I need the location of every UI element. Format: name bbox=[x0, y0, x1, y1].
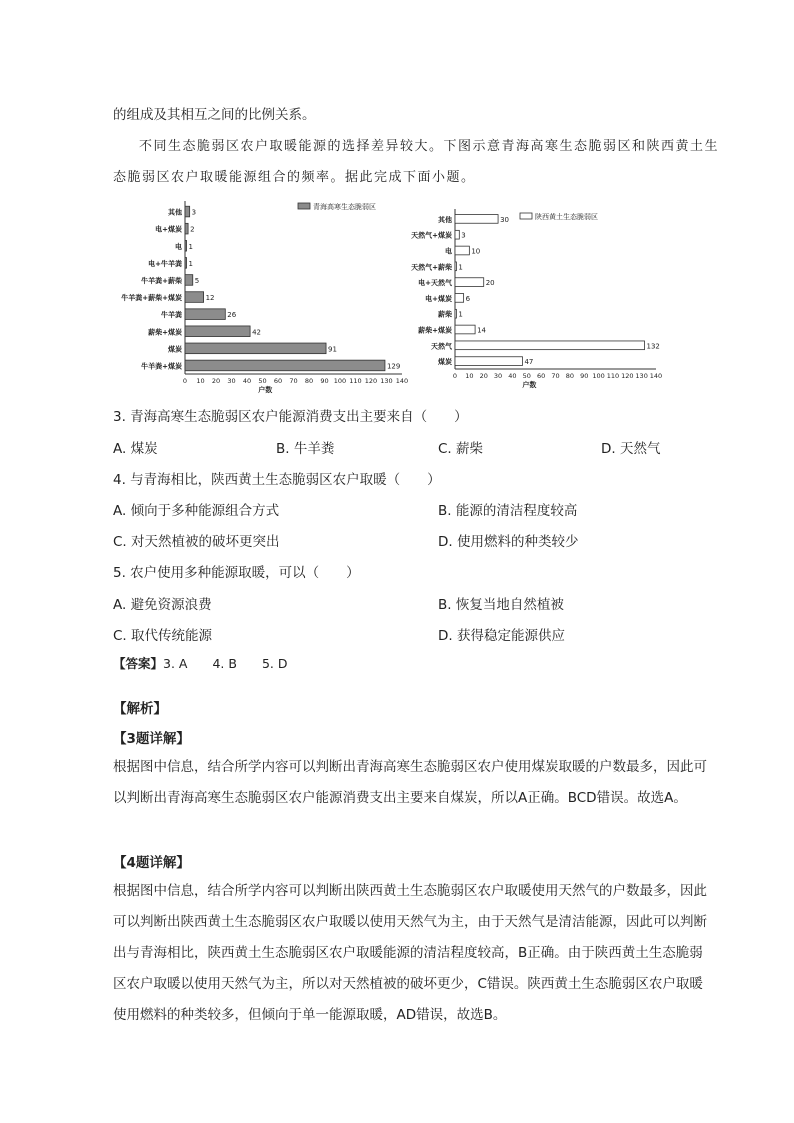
question-4-option-a: A. 倾向于多种能源组合方式 bbox=[113, 503, 280, 519]
value-label: 10 bbox=[471, 247, 481, 256]
x-tick-label: 80 bbox=[565, 372, 574, 380]
value-label: 12 bbox=[205, 294, 215, 303]
question-5-option-c: C. 取代传统能源 bbox=[113, 628, 213, 644]
x-tick-label: 0 bbox=[452, 372, 458, 380]
analysis-q3-text: 根据图中信息，结合所学内容可以判断出青海高寒生态脆弱区农户使用煤炭取暖的户数最多，因此可以判断出青海高寒生态脆弱区农户能源消费支出主要来自煤炭，所以A正确。BCD错误。故选A。 bbox=[113, 759, 707, 806]
category-label: 电+煤炭 bbox=[425, 294, 452, 303]
bar bbox=[185, 360, 385, 371]
category-label: 天然气+薪柴 bbox=[411, 263, 452, 272]
value-label: 91 bbox=[328, 345, 337, 354]
legend-label: 青海高寒生态脆弱区 bbox=[313, 203, 376, 211]
x-tick-label: 40 bbox=[508, 372, 517, 380]
bar bbox=[185, 292, 204, 303]
category-label: 其他 bbox=[438, 215, 452, 224]
analysis-q4-title: 【4题详解】 bbox=[113, 855, 190, 871]
legend-label: 陕西黄土生态脆弱区 bbox=[535, 213, 598, 221]
x-axis-title: 户数 bbox=[522, 381, 537, 389]
x-tick-label: 40 bbox=[242, 377, 252, 385]
category-label: 电 bbox=[175, 242, 182, 251]
category-label: 电+天然气 bbox=[418, 279, 452, 288]
bar bbox=[185, 258, 187, 269]
x-axis-title: 户数 bbox=[258, 386, 273, 394]
category-label: 煤炭 bbox=[168, 345, 182, 354]
question-4-option-d: D. 使用燃料的种类较少 bbox=[438, 534, 579, 550]
value-label: 47 bbox=[524, 358, 534, 367]
question-5-stem: 5. 农户使用多种能源取暖，可以（ ） bbox=[113, 565, 360, 581]
question-3-option-b: B. 牛羊粪 bbox=[276, 441, 335, 457]
value-label: 6 bbox=[465, 294, 471, 303]
question-3-option-a: A. 煤炭 bbox=[113, 441, 158, 457]
value-label: 132 bbox=[646, 342, 660, 351]
intro-line-0: 的组成及其相互之间的比例关系。 bbox=[113, 107, 316, 123]
value-label: 1 bbox=[458, 263, 463, 272]
bar bbox=[455, 341, 645, 350]
question-4-stem: 4. 与青海相比，陕西黄土生态脆弱区农户取暖（ ） bbox=[113, 472, 441, 488]
x-tick-label: 120 bbox=[621, 372, 634, 380]
x-tick-label: 30 bbox=[493, 372, 503, 380]
category-label: 牛羊粪+薪柴 bbox=[141, 276, 182, 285]
value-label: 26 bbox=[227, 311, 237, 320]
category-label: 薪柴+煤炭 bbox=[418, 326, 452, 335]
x-tick-label: 130 bbox=[635, 372, 648, 380]
value-label: 129 bbox=[386, 362, 401, 371]
bar bbox=[455, 278, 484, 287]
analysis-q4-text: 根据图中信息，结合所学内容可以判断出陕西黄土生态脆弱区农户取暖使用天然气的户数最多，因此可以判断出陕西黄土生态脆弱区农户取暖以使用天然气为主，由于天然气是清洁能源，因此可以判断出与青海相比，陕西黄土生态脆弱区农户取暖能源的清洁程度较高，B正确。由于陕西黄土生态脆弱区农户取暖以使用天然气为主，所以对天然植被的破坏更少，C错误。陕西黄土生态脆弱区农户取暖使用燃料的种类较多，但倾向于单一能源取暖，AD错误，故选B。 bbox=[113, 883, 707, 1023]
bar bbox=[185, 343, 326, 354]
category-label: 电 bbox=[445, 247, 452, 256]
value-label: 30 bbox=[500, 215, 509, 224]
bar bbox=[455, 325, 475, 334]
x-tick-label: 140 bbox=[649, 372, 663, 380]
bar bbox=[185, 275, 193, 286]
category-label: 电+煤炭 bbox=[155, 225, 182, 234]
x-tick-label: 50 bbox=[258, 377, 267, 385]
x-tick-label: 90 bbox=[320, 377, 329, 385]
x-tick-label: 130 bbox=[380, 377, 393, 385]
category-label: 薪柴 bbox=[438, 310, 452, 319]
question-3-option-d: D. 天然气 bbox=[601, 441, 661, 457]
category-label: 天然气 bbox=[431, 342, 452, 351]
bar bbox=[185, 309, 225, 320]
value-label: 1 bbox=[188, 259, 194, 268]
bar bbox=[455, 309, 456, 318]
x-tick-label: 20 bbox=[211, 377, 221, 385]
value-label: 1 bbox=[458, 310, 463, 319]
legend-swatch bbox=[298, 203, 310, 209]
x-tick-label: 50 bbox=[522, 372, 531, 380]
category-label: 牛羊粪+薪柴+煤炭 bbox=[121, 294, 182, 303]
question-5-option-d: D. 获得稳定能源供应 bbox=[438, 628, 565, 644]
answer-line bbox=[113, 654, 287, 672]
x-tick-label: 100 bbox=[592, 372, 605, 380]
bar bbox=[455, 215, 498, 224]
value-label: 20 bbox=[485, 279, 495, 288]
chart-shaanxi bbox=[411, 206, 672, 389]
question-4-option-b: B. 能源的清洁程度较高 bbox=[438, 503, 578, 519]
category-label: 电+牛羊粪 bbox=[148, 259, 182, 268]
x-tick-label: 90 bbox=[580, 372, 589, 380]
x-tick-label: 60 bbox=[537, 372, 546, 380]
x-tick-label: 140 bbox=[395, 377, 409, 385]
category-label: 薪柴+煤炭 bbox=[148, 328, 182, 337]
x-tick-label: 110 bbox=[606, 372, 620, 380]
x-tick-label: 20 bbox=[479, 372, 488, 380]
category-label: 天然气+煤炭 bbox=[411, 231, 452, 240]
value-label: 42 bbox=[252, 328, 262, 337]
question-3-stem: 3. 青海高寒生态脆弱区农户能源消费支出主要来自（ ） bbox=[113, 409, 468, 425]
x-tick-label: 70 bbox=[551, 372, 560, 380]
bar bbox=[455, 246, 469, 255]
analysis-q3-title: 【3题详解】 bbox=[113, 731, 190, 747]
x-tick-label: 100 bbox=[333, 377, 347, 385]
x-tick-label: 10 bbox=[196, 377, 205, 385]
category-label: 牛羊粪 bbox=[161, 311, 182, 320]
bar bbox=[455, 357, 522, 366]
value-label: 1 bbox=[188, 242, 194, 251]
bar bbox=[185, 326, 250, 337]
intro-line-2: 态脆弱区农户取暖能源组合的频率。据此完成下面小题。 bbox=[113, 170, 476, 185]
category-label: 牛羊粪+煤炭 bbox=[141, 362, 182, 371]
question-4-option-c: C. 对天然植被的破坏更突出 bbox=[113, 534, 280, 550]
x-tick-label: 80 bbox=[304, 377, 314, 385]
value-label: 3 bbox=[461, 231, 466, 240]
x-tick-label: 0 bbox=[182, 377, 188, 385]
answer-text: 3. A 4. B 5. D bbox=[163, 656, 288, 671]
chart-qinghai bbox=[121, 200, 418, 394]
question-5-option-a: A. 避免资源浪费 bbox=[113, 597, 212, 613]
question-3-option-c: C. 薪柴 bbox=[438, 441, 484, 457]
value-label: 5 bbox=[194, 276, 200, 285]
x-tick-label: 60 bbox=[273, 377, 283, 385]
value-label: 3 bbox=[191, 208, 197, 217]
x-tick-label: 70 bbox=[289, 377, 298, 385]
x-tick-label: 10 bbox=[465, 372, 474, 380]
bar bbox=[455, 262, 456, 271]
question-5-option-b: B. 恢复当地自然植被 bbox=[438, 597, 564, 613]
value-label: 2 bbox=[190, 225, 195, 234]
answer-label: 【答案】 bbox=[113, 656, 164, 671]
bar bbox=[185, 240, 187, 251]
category-label: 煤炭 bbox=[438, 358, 452, 367]
bar bbox=[455, 294, 464, 303]
category-label: 其他 bbox=[168, 208, 182, 217]
x-tick-label: 30 bbox=[227, 377, 236, 385]
bar bbox=[185, 206, 190, 217]
analysis-title: 【解析】 bbox=[113, 701, 167, 717]
bar bbox=[185, 223, 188, 234]
intro-line-1: 不同生态脆弱区农户取暖能源的选择差异较大。下图示意青海高寒生态脆弱区和陕西黄土生 bbox=[139, 139, 720, 154]
x-tick-label: 110 bbox=[349, 377, 362, 385]
legend-swatch bbox=[520, 213, 532, 219]
bar bbox=[455, 230, 459, 239]
x-tick-label: 120 bbox=[364, 377, 378, 385]
value-label: 14 bbox=[477, 326, 487, 335]
